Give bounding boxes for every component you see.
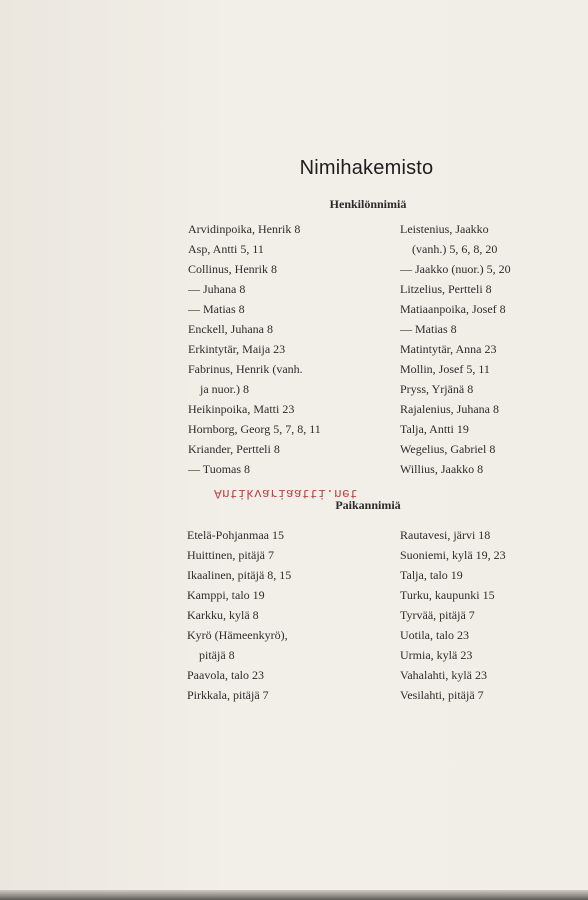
index-entry: Pryss, Yrjänä 8: [400, 382, 474, 396]
watermark-text: Antikvariaatti.net: [214, 486, 359, 501]
persons-left-column: [188, 219, 321, 479]
index-entry: Arvidinpoika, Henrik 8: [188, 222, 301, 236]
index-entry: Litzelius, Pertteli 8: [400, 282, 492, 296]
index-entry: — Matias 8: [400, 322, 457, 336]
index-entry: Leistenius, Jaakko: [400, 222, 489, 236]
index-entry: Karkku, kylä 8: [187, 608, 259, 622]
index-entry: Huittinen, pitäjä 7: [187, 548, 274, 562]
index-entry: Urmia, kylä 23: [400, 648, 473, 662]
page-title: Nimihakemisto: [299, 157, 434, 179]
index-entry: pitäjä 8: [199, 648, 235, 662]
index-entry: Turku, kaupunki 15: [400, 588, 495, 602]
index-entry: — Juhana 8: [188, 282, 246, 296]
index-entry: (vanh.) 5, 6, 8, 20: [412, 242, 498, 256]
index-entry: Rajalenius, Juhana 8: [400, 402, 499, 416]
persons-right-column: [400, 219, 511, 479]
places-heading: Paikannimiä: [335, 498, 401, 512]
index-entry: Collinus, Henrik 8: [188, 262, 277, 276]
index-entry: Tyrvää, pitäjä 7: [400, 608, 475, 622]
places-right-column: [400, 525, 506, 705]
index-entry: Matintytär, Anna 23: [400, 342, 497, 356]
index-entry: Hornborg, Georg 5, 7, 8, 11: [188, 422, 321, 436]
index-entry: Uotila, talo 23: [400, 628, 469, 642]
index-entry: Heikinpoika, Matti 23: [188, 402, 295, 416]
index-entry: Kamppi, talo 19: [187, 588, 265, 602]
index-entry: — Matias 8: [188, 302, 245, 316]
index-entry: Talja, Antti 19: [400, 422, 469, 436]
index-entry: Kriander, Pertteli 8: [188, 442, 280, 456]
page-bottom-edge: [0, 890, 588, 900]
index-entry: Talja, talo 19: [400, 568, 463, 582]
index-entry: Willius, Jaakko 8: [400, 462, 484, 476]
index-entry: Suoniemi, kylä 19, 23: [400, 548, 506, 562]
index-entry: ja nuor.) 8: [200, 382, 249, 396]
index-entry: Matiaanpoika, Josef 8: [400, 302, 506, 316]
index-entry: Erkintytär, Maija 23: [188, 342, 286, 356]
index-entry: Vesilahti, pitäjä 7: [400, 688, 484, 702]
index-entry: Kyrö (Hämeenkyrö),: [187, 628, 288, 642]
index-entry: Paavola, talo 23: [187, 668, 264, 682]
index-entry: — Tuomas 8: [188, 462, 251, 476]
places-left-column: [187, 525, 291, 705]
index-entry: Asp, Antti 5, 11: [188, 242, 264, 256]
persons-heading: Henkilönnimiä: [329, 197, 407, 211]
index-entry: Vahalahti, kylä 23: [400, 668, 487, 682]
index-entry: Mollin, Josef 5, 11: [400, 362, 490, 376]
index-entry: Etelä-Pohjanmaa 15: [187, 528, 284, 542]
index-entry: Wegelius, Gabriel 8: [400, 442, 496, 456]
index-entry: Rautavesi, järvi 18: [400, 528, 491, 542]
index-entry: Pirkkala, pitäjä 7: [187, 688, 269, 702]
index-entry: Enckell, Juhana 8: [188, 322, 273, 336]
index-entry: Fabrinus, Henrik (vanh.: [188, 362, 303, 376]
index-entry: Ikaalinen, pitäjä 8, 15: [187, 568, 292, 582]
index-entry: — Jaakko (nuor.) 5, 20: [400, 262, 511, 276]
